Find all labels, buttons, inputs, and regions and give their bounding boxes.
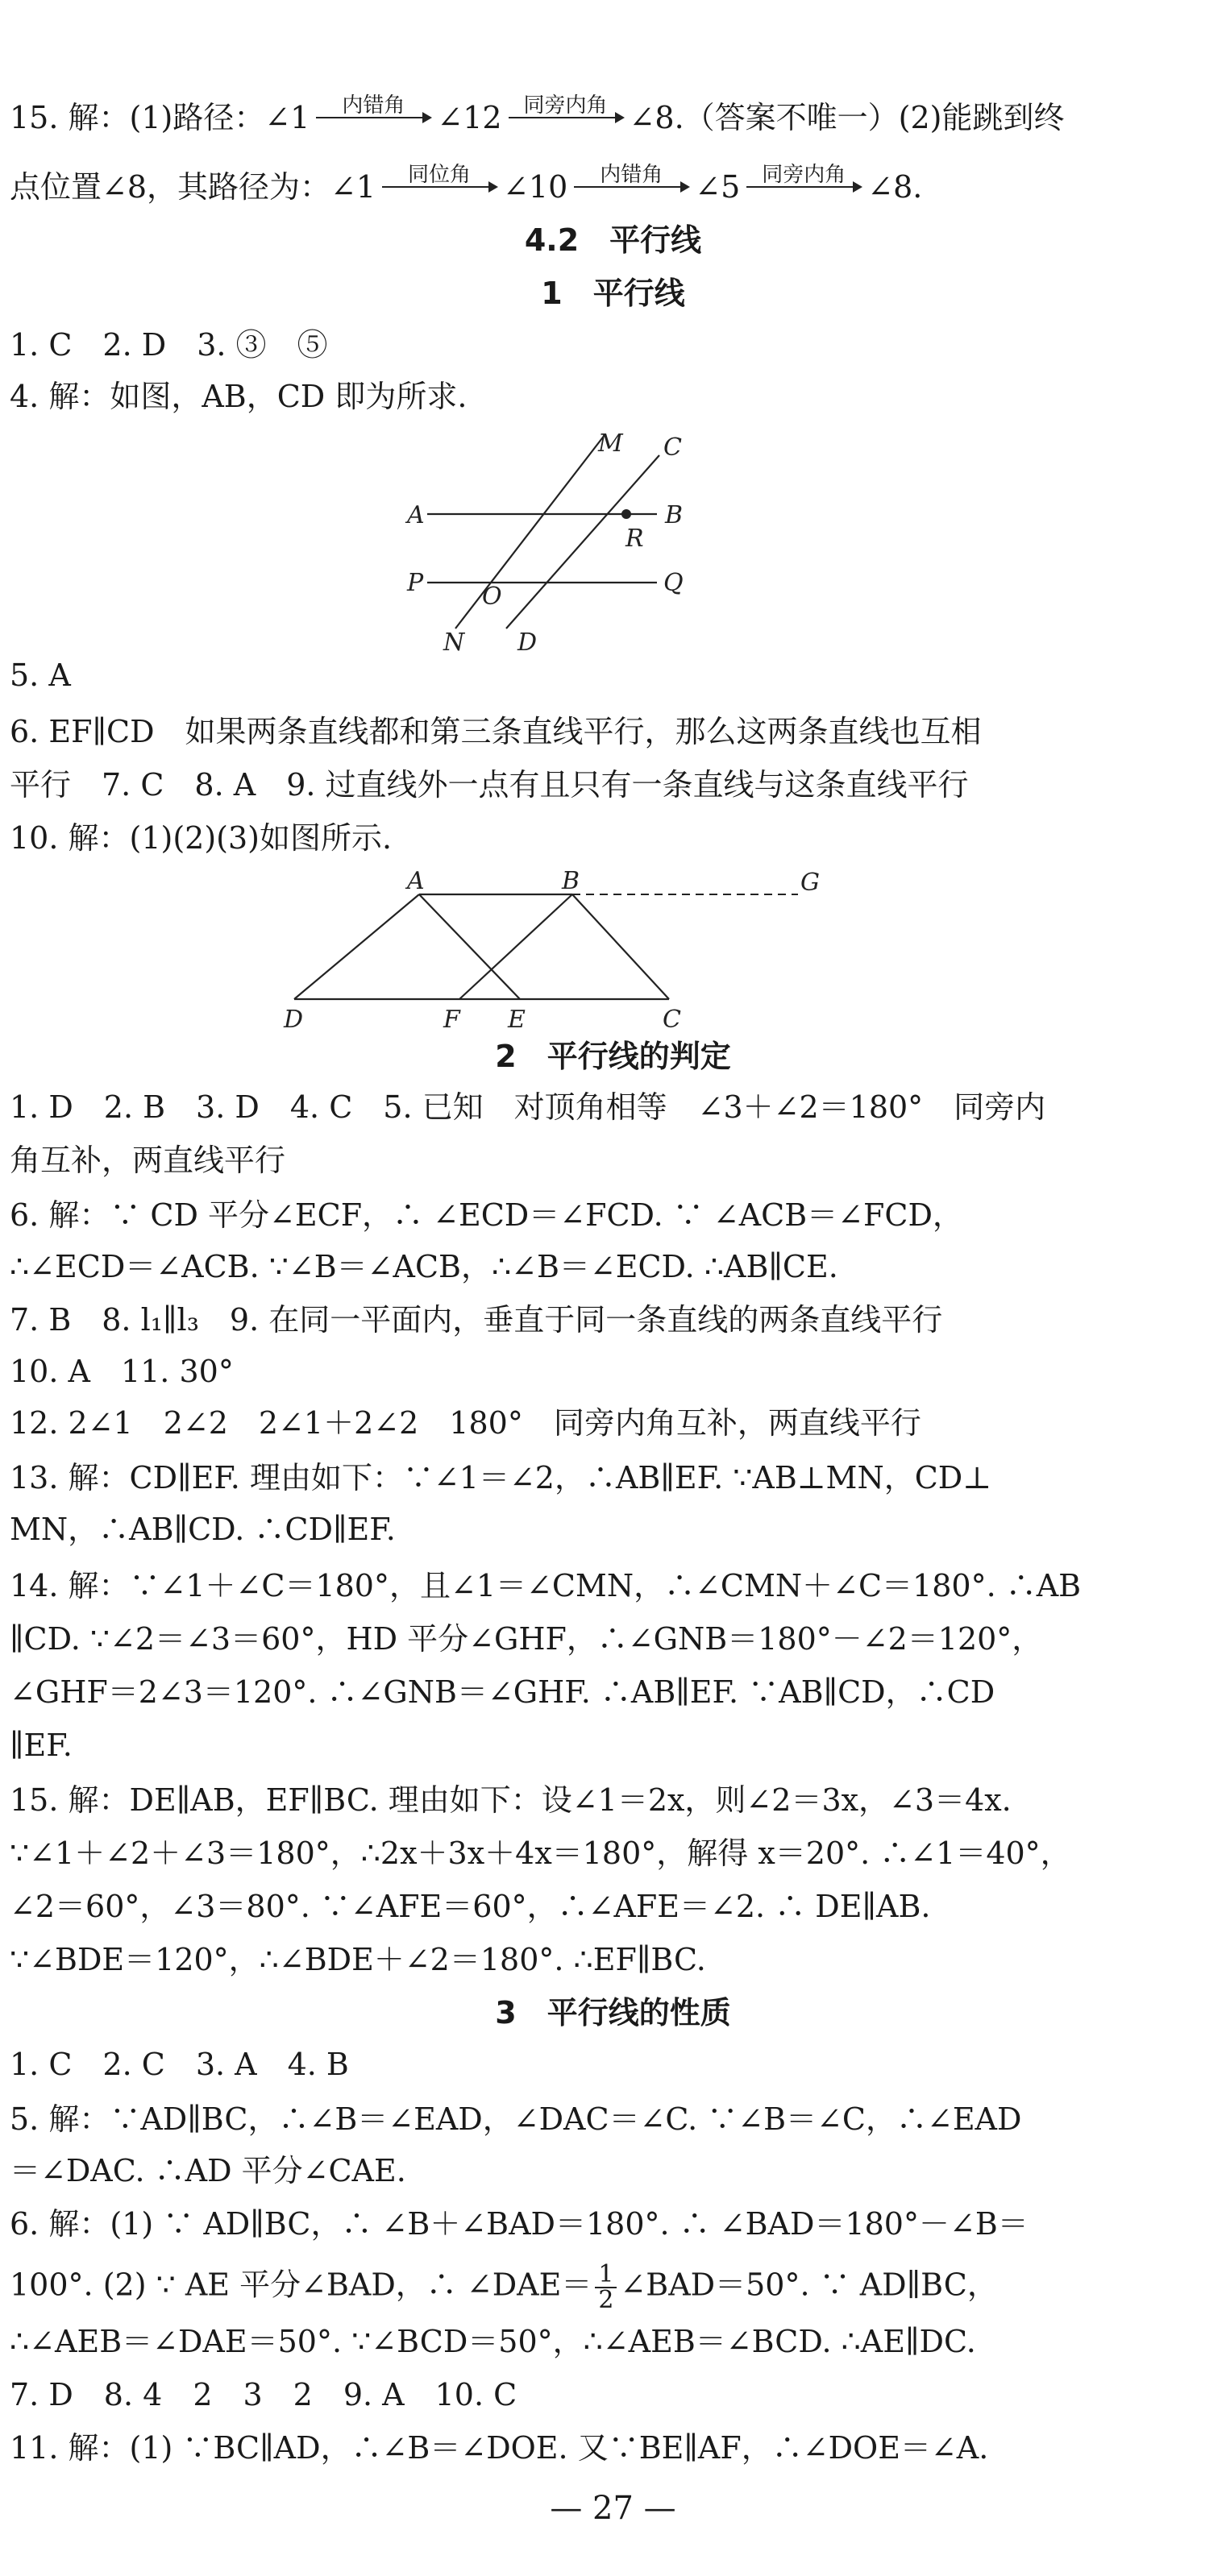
arrow-label: 内错角 xyxy=(600,163,663,187)
answer-line: ∥CD. ∵∠2＝∠3＝60°，HD 平分∠GHF，∴∠GNB＝180°－∠2＝120°， xyxy=(10,1621,1043,1657)
label-D: D xyxy=(517,628,538,657)
text-segment: ∠8. xyxy=(867,169,923,205)
answer-line: 10. A 11. 30° xyxy=(10,1354,234,1389)
answer-line: 10. 解：(1)(2)(3)如图所示. xyxy=(10,820,393,856)
text-segment: ∠12 xyxy=(437,100,502,135)
answer-line: 角互补，两直线平行 xyxy=(10,1143,286,1178)
label-F: F xyxy=(443,1006,460,1034)
answer-line: ∠2＝60°，∠3＝80°. ∵∠AFE＝60°，∴∠AFE＝∠2. ∴ DE∥AB. xyxy=(10,1889,931,1924)
arrow-icon xyxy=(505,93,626,131)
answer-line: 12. 2∠1 2∠2 2∠1＋2∠2 180° 同旁内角互补，两直线平行 xyxy=(10,1405,921,1441)
arrow-icon xyxy=(379,163,500,201)
answer-line: 平行 7. C 8. A 9. 过直线外一点有且只有一条直线与这条直线平行 xyxy=(10,767,969,803)
section-title: 4.2 平行线 xyxy=(524,222,702,258)
label-G: G xyxy=(800,869,820,897)
subsection-title-1: 1 平行线 xyxy=(541,276,685,311)
label-N: N xyxy=(443,628,465,657)
label-B: B xyxy=(665,501,684,529)
arrow-label: 同旁内角 xyxy=(523,93,608,118)
answer-line: ∥EF. xyxy=(10,1728,73,1763)
answer-line: ∠GHF＝2∠3＝120°. ∴∠GNB＝∠GHF. ∴AB∥EF. ∵AB∥CD，∴CD xyxy=(10,1674,995,1710)
answer-line: 6. 解：∵ CD 平分∠ECF，∴ ∠ECD＝∠FCD. ∵ ∠ACB＝∠FCD， xyxy=(10,1197,963,1233)
answer-line: 13. 解：CD∥EF. 理由如下：∵∠1＝∠2，∴AB∥EF. ∵AB⊥MN，CD⊥ xyxy=(10,1460,991,1495)
answer-line: 7. B 8. l₁∥l₃ 9. 在同一平面内，垂直于同一条直线的两条直线平行 xyxy=(10,1302,943,1338)
q15-path-line-2 xyxy=(10,163,1219,208)
label-B: B xyxy=(562,867,580,895)
parallel-lines-figure xyxy=(387,423,725,657)
label-R: R xyxy=(625,525,644,553)
text-segment: ∠10 xyxy=(503,169,568,205)
label-C: C xyxy=(663,1006,681,1034)
arrow-label: 同位角 xyxy=(408,163,472,187)
label-A: A xyxy=(407,867,425,895)
label-P: P xyxy=(407,569,424,597)
answer-line: ＝∠DAC. ∴AD 平分∠CAE. xyxy=(10,2153,406,2188)
answer-line: 7. D 8. 4 2 3 2 9. A 10. C xyxy=(10,2377,517,2412)
answer-line: 4. 解：如图，AB，CD 即为所求. xyxy=(10,379,468,414)
arrow-icon xyxy=(571,163,692,201)
arrow-icon xyxy=(313,93,434,131)
arrow-label: 同旁内角 xyxy=(762,163,846,187)
text-segment: ∠8.（答案不唯一）(2)能跳到终 xyxy=(629,100,1065,135)
label-A: A xyxy=(407,501,425,529)
answer-line: 1. D 2. B 3. D 4. C 5. 已知 对顶角相等 ∠3＋∠2＝180° 同旁内 xyxy=(10,1089,1046,1125)
label-Q: Q xyxy=(663,569,684,597)
arrow-label: 内错角 xyxy=(342,93,405,118)
fraction-denominator: 2 xyxy=(598,2286,614,2314)
fraction-numerator: 1 xyxy=(595,2263,617,2288)
text-segment: 100°. (2) ∵ AE 平分∠BAD，∴ ∠DAE＝ xyxy=(10,2267,592,2303)
q15-path-line xyxy=(10,93,1219,139)
label-C: C xyxy=(663,433,682,462)
answer-line: 11. 解：(1) ∵BC∥AD，∴∠B＝∠DOE. 又∵BE∥AF，∴∠DOE＝∠A. xyxy=(10,2430,989,2466)
parallelogram-figure xyxy=(266,866,846,1035)
answer-line: 5. A xyxy=(10,657,71,693)
label-M: M xyxy=(598,429,623,458)
answer-line: MN，∴AB∥CD. ∴CD∥EF. xyxy=(10,1512,396,1547)
subsection-title-3: 3 平行线的性质 xyxy=(495,1995,731,2031)
answer-line: 6. EF∥CD 如果两条直线都和第三条直线平行，那么这两条直线也互相 xyxy=(10,714,982,749)
answer-line: 6. 解：(1) ∵ AD∥BC，∴ ∠B＋∠BAD＝180°. ∴ ∠BAD＝180°－∠B＝ xyxy=(10,2206,1029,2242)
arrow-icon xyxy=(743,163,864,201)
answer-line: ∴∠ECD＝∠ACB. ∵∠B＝∠ACB，∴∠B＝∠ECD. ∴AB∥CE. xyxy=(10,1249,838,1284)
text-segment: ∠BAD＝50°. ∵ AD∥BC， xyxy=(620,2267,998,2303)
subsection-title-2: 2 平行线的判定 xyxy=(495,1039,731,1074)
fraction xyxy=(595,2260,617,2314)
page-number: — 27 — xyxy=(550,2490,676,2527)
answer-line-fraction xyxy=(10,2260,1219,2314)
answer-line: 14. 解：∵∠1＋∠C＝180°，且∠1＝∠CMN，∴∠CMN＋∠C＝180°. ∴AB xyxy=(10,1568,1082,1603)
answer-line: ∴∠AEB＝∠DAE＝50°. ∵∠BCD＝50°，∴∠AEB＝∠BCD. ∴AE∥DC. xyxy=(10,2324,976,2359)
answer-line: 1. C 2. D 3. ③ ⑤ xyxy=(10,327,328,363)
label-E: E xyxy=(508,1006,526,1034)
text-segment: ∠5 xyxy=(695,169,741,205)
answer-line: ∵∠BDE＝120°，∴∠BDE＋∠2＝180°. ∴EF∥BC. xyxy=(10,1942,706,1977)
label-D: D xyxy=(284,1006,304,1034)
label-O: O xyxy=(482,583,502,611)
answer-line: ∵∠1＋∠2＋∠3＝180°，∴2x＋3x＋4x＝180°，解得 x＝20°. ∴∠1＝40°， xyxy=(10,1836,1071,1871)
answer-line: 5. 解：∵AD∥BC，∴∠B＝∠EAD，∠DAC＝∠C. ∵∠B＝∠C，∴∠EAD xyxy=(10,2101,1022,2137)
answer-line: 1. C 2. C 3. A 4. B xyxy=(10,2047,349,2082)
text-segment: 15. 解：(1)路径：∠1 xyxy=(10,100,310,135)
text-segment: 点位置∠8，其路径为：∠1 xyxy=(10,169,376,205)
answer-line: 15. 解：DE∥AB，EF∥BC. 理由如下：设∠1＝2x，则∠2＝3x，∠3＝4x. xyxy=(10,1782,1012,1818)
